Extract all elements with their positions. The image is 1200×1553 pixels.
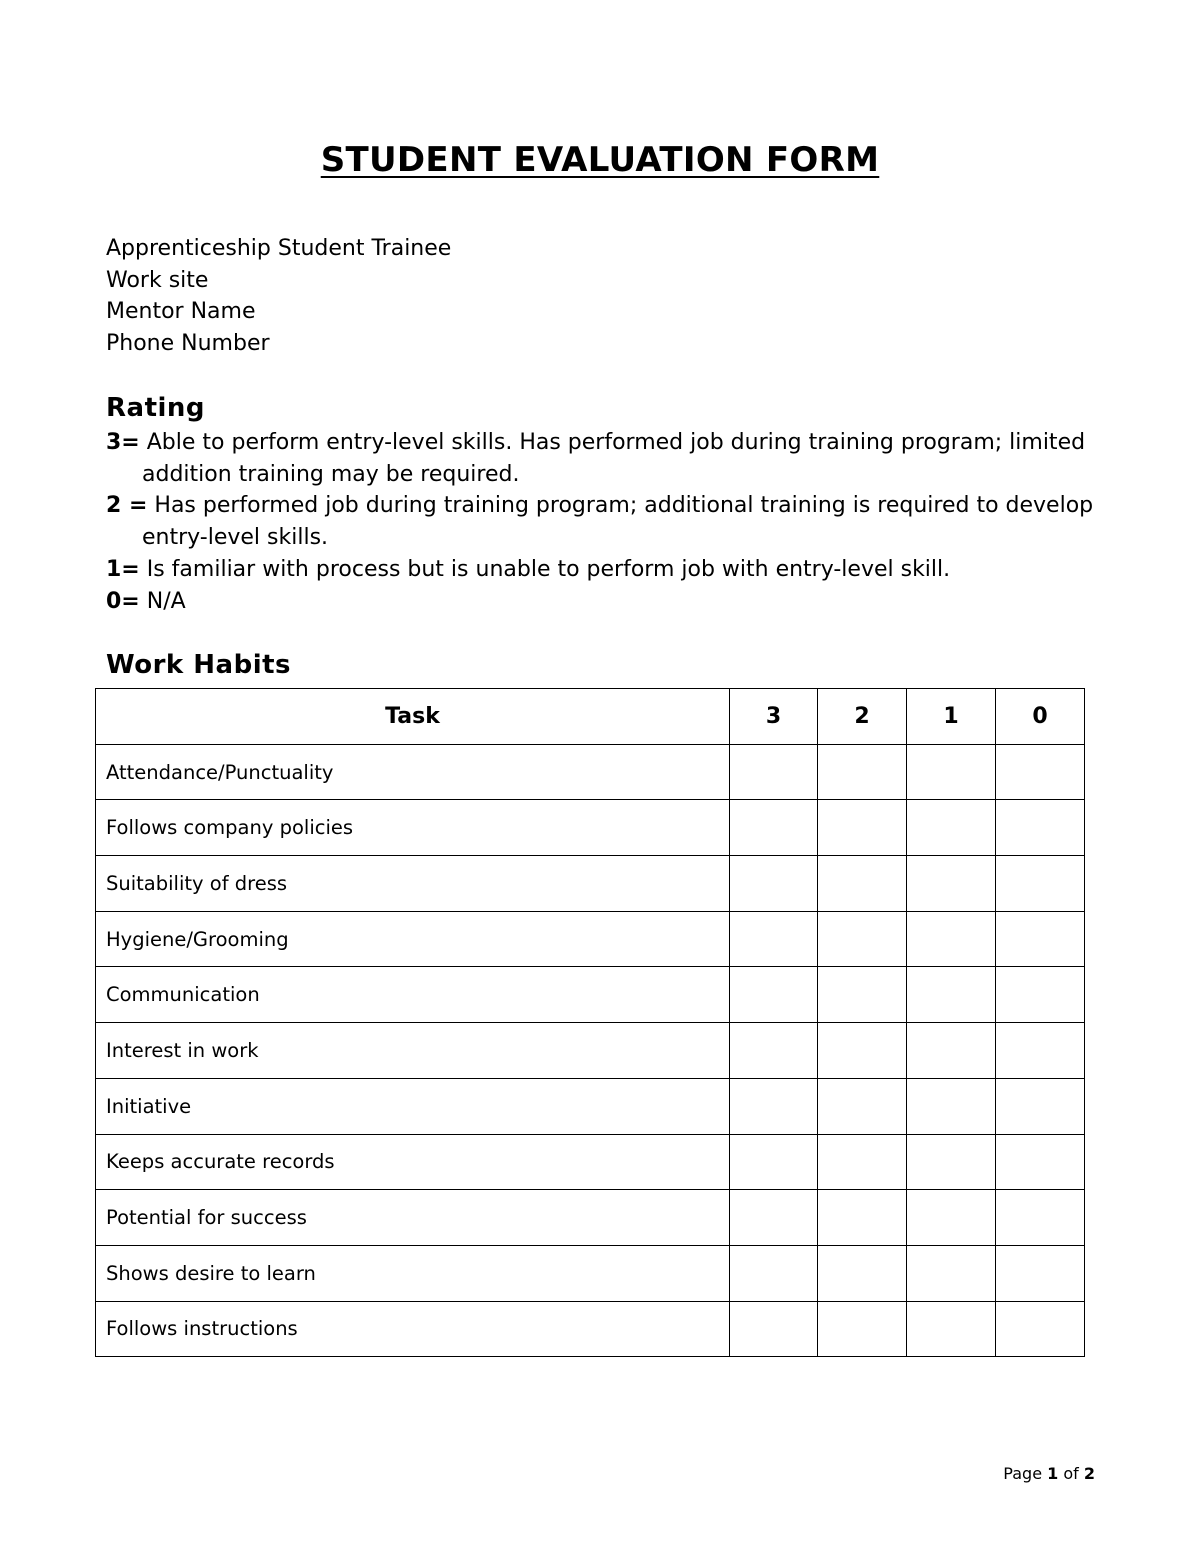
table-header-row	[96, 689, 1085, 745]
rating-cell-0[interactable]	[996, 967, 1085, 1023]
rating-cell-0[interactable]	[996, 744, 1085, 800]
rating-heading: Rating	[106, 393, 206, 423]
work-habits-table	[95, 688, 1085, 1357]
page-title: STUDENT EVALUATION FORM	[320, 140, 880, 180]
table-row	[96, 1190, 1085, 1246]
rating-cell-2[interactable]	[818, 1245, 907, 1301]
rating-cell-2[interactable]	[818, 1078, 907, 1134]
rating-item-1	[106, 554, 1096, 586]
rating-cell-3[interactable]	[730, 1190, 818, 1246]
page-total: 2	[1083, 1464, 1095, 1483]
rating-description: Is familiar with process but is unable to perform job with entry-level skill.	[139, 556, 951, 582]
rating-cell-0[interactable]	[996, 1023, 1085, 1079]
task-name: Follows instructions	[96, 1301, 730, 1357]
rating-cell-2[interactable]	[818, 967, 907, 1023]
rating-cell-2[interactable]	[818, 911, 907, 967]
column-header-3: 3	[730, 689, 818, 745]
table-row	[96, 800, 1085, 856]
rating-key: 3=	[106, 430, 140, 455]
rating-cell-1[interactable]	[907, 800, 996, 856]
rating-cell-3[interactable]	[730, 1245, 818, 1301]
table-row	[96, 1245, 1085, 1301]
rating-cell-3[interactable]	[730, 744, 818, 800]
work-habits-heading: Work Habits	[106, 650, 292, 680]
info-field-phone-number: Phone Number	[106, 331, 270, 357]
rating-cell-1[interactable]	[907, 1078, 996, 1134]
rating-cell-2[interactable]	[818, 1190, 907, 1246]
rating-cell-0[interactable]	[996, 800, 1085, 856]
rating-cell-0[interactable]	[996, 856, 1085, 912]
table-row	[96, 1301, 1085, 1357]
rating-cell-2[interactable]	[818, 744, 907, 800]
info-field-trainee: Apprenticeship Student Trainee	[106, 236, 452, 261]
rating-cell-3[interactable]	[730, 800, 818, 856]
rating-cell-1[interactable]	[907, 1023, 996, 1079]
rating-cell-1[interactable]	[907, 967, 996, 1023]
rating-cell-2[interactable]	[818, 800, 907, 856]
table-row	[96, 744, 1085, 800]
rating-cell-3[interactable]	[730, 967, 818, 1023]
rating-cell-0[interactable]	[996, 1134, 1085, 1190]
column-header-0: 0	[996, 689, 1085, 745]
rating-cell-3[interactable]	[730, 856, 818, 912]
rating-item-0	[106, 586, 1096, 618]
page-current: 1	[1047, 1464, 1059, 1483]
rating-cell-3[interactable]	[730, 1134, 818, 1190]
rating-key: 1=	[106, 556, 140, 582]
rating-cell-3[interactable]	[730, 911, 818, 967]
rating-cell-2[interactable]	[818, 1301, 907, 1357]
task-name: Potential for success	[96, 1190, 730, 1246]
rating-cell-3[interactable]	[730, 1078, 818, 1134]
rating-cell-1[interactable]	[907, 1190, 996, 1246]
rating-cell-1[interactable]	[907, 744, 996, 800]
table-row	[96, 856, 1085, 912]
task-name: Communication	[96, 967, 730, 1023]
table-row	[96, 1134, 1085, 1190]
page-of-label: of	[1058, 1464, 1084, 1483]
column-header-2: 2	[818, 689, 907, 745]
rating-cell-2[interactable]	[818, 856, 907, 912]
rating-item-2	[106, 490, 1096, 553]
rating-cell-2[interactable]	[818, 1134, 907, 1190]
rating-cell-2[interactable]	[818, 1023, 907, 1079]
rating-cell-3[interactable]	[730, 1301, 818, 1357]
task-name: Hygiene/Grooming	[96, 911, 730, 967]
rating-cell-1[interactable]	[907, 1301, 996, 1357]
table-row	[96, 1078, 1085, 1134]
column-header-1: 1	[907, 689, 996, 745]
task-name: Interest in work	[96, 1023, 730, 1079]
info-fields	[106, 233, 451, 360]
rating-description: Has performed job during training program; additional training is required to develop entry-level skills.	[142, 493, 1094, 551]
rating-description: Able to perform entry-level skills. Has performed job during training program; limited addition training may be required.	[139, 430, 1086, 487]
rating-key: 0=	[106, 588, 140, 614]
rating-cell-3[interactable]	[730, 1023, 818, 1079]
rating-cell-1[interactable]	[907, 856, 996, 912]
task-name: Keeps accurate records	[96, 1134, 730, 1190]
rating-cell-1[interactable]	[907, 1134, 996, 1190]
column-header-task: Task	[96, 689, 730, 745]
rating-item-3	[106, 427, 1096, 490]
info-field-mentor-name: Mentor Name	[106, 299, 256, 325]
rating-cell-0[interactable]	[996, 1078, 1085, 1134]
rating-cell-1[interactable]	[907, 911, 996, 967]
rating-cell-0[interactable]	[996, 1245, 1085, 1301]
rating-cell-0[interactable]	[996, 911, 1085, 967]
page-label: Page	[1003, 1464, 1048, 1483]
info-field-work-site: Work site	[106, 267, 209, 293]
rating-scale	[106, 427, 1096, 617]
task-name: Attendance/Punctuality	[96, 744, 730, 800]
task-name: Follows company policies	[96, 800, 730, 856]
table-row	[96, 911, 1085, 967]
table-row	[96, 1023, 1085, 1079]
rating-key: 2 =	[106, 493, 148, 519]
task-name: Suitability of dress	[96, 856, 730, 912]
rating-cell-0[interactable]	[996, 1190, 1085, 1246]
rating-cell-1[interactable]	[907, 1245, 996, 1301]
table-row	[96, 967, 1085, 1023]
page-number	[1003, 1464, 1095, 1483]
task-name: Shows desire to learn	[96, 1245, 730, 1301]
task-name: Initiative	[96, 1078, 730, 1134]
rating-cell-0[interactable]	[996, 1301, 1085, 1357]
rating-description: N/A	[139, 588, 186, 614]
